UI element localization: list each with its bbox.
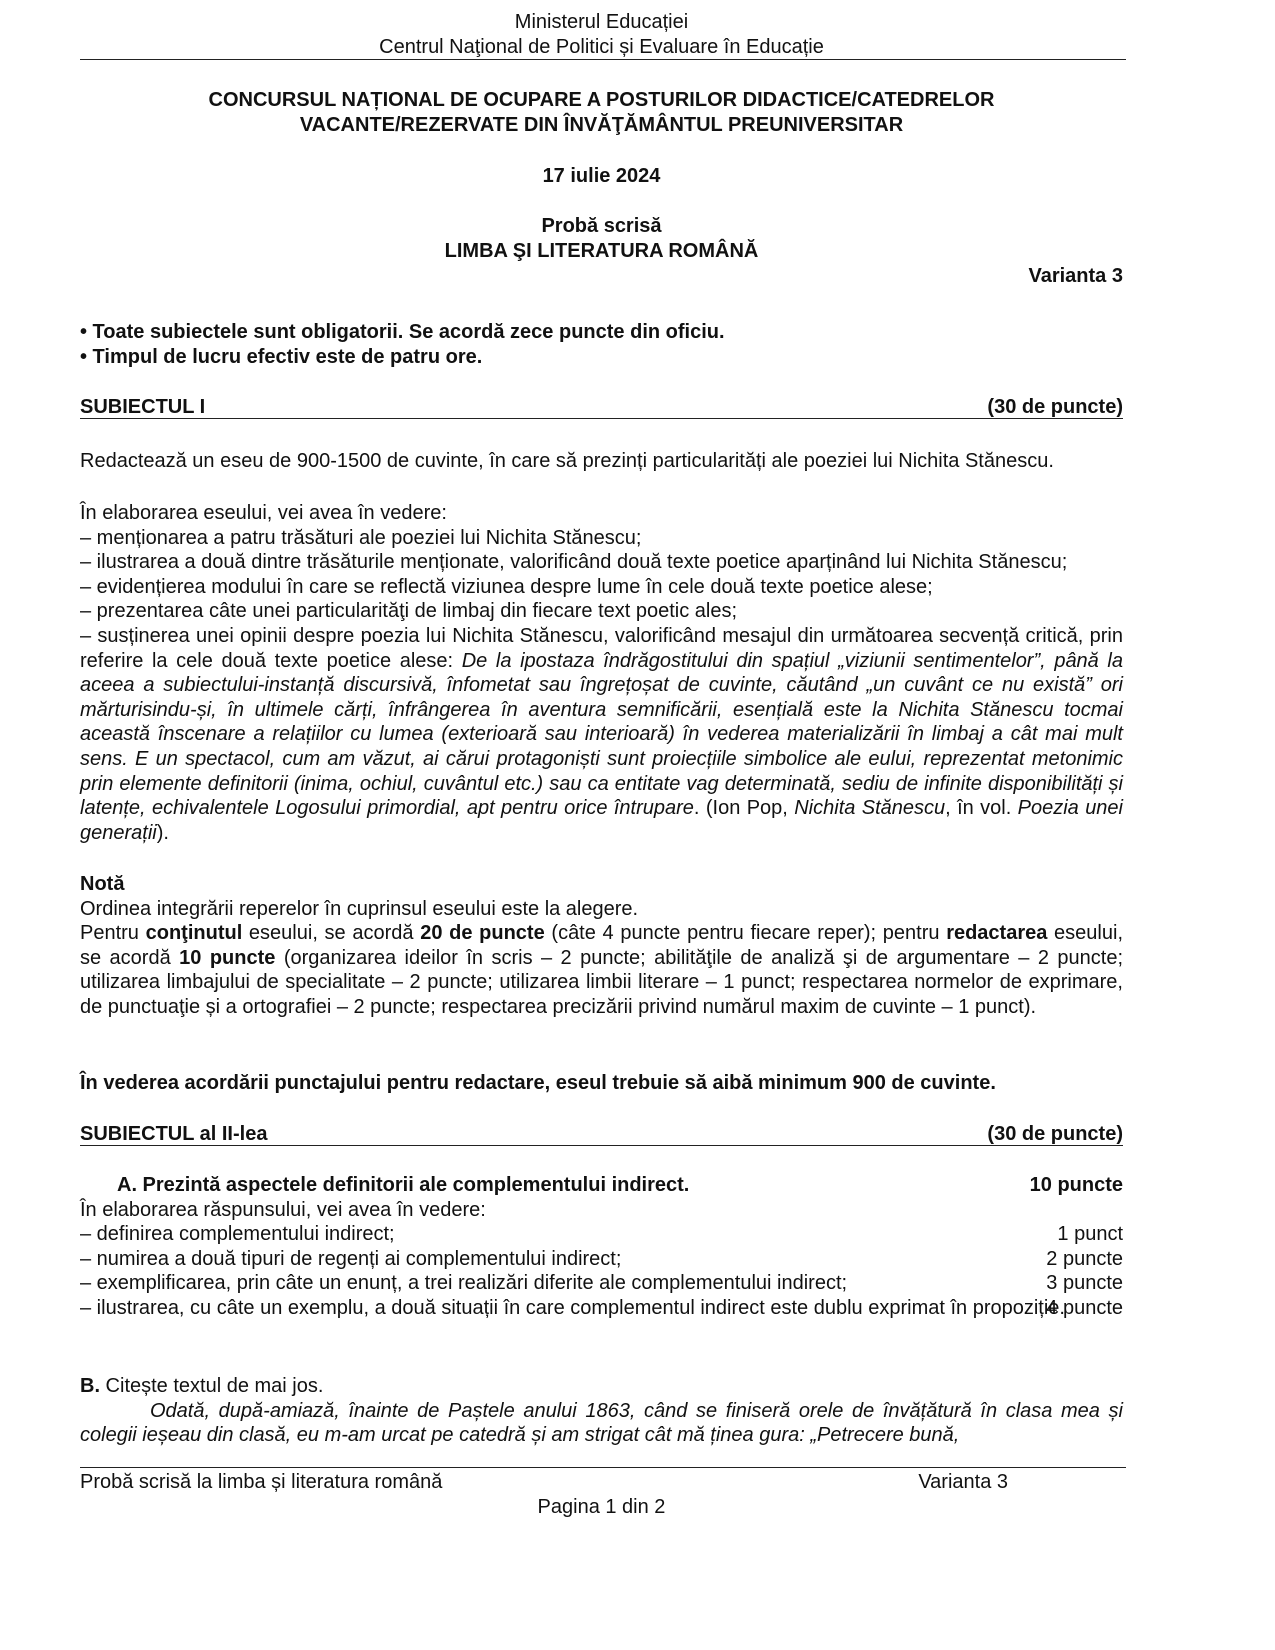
subject-1-header — [80, 396, 1123, 419]
page-number: Pagina 1 din 2 — [537, 1495, 666, 1518]
part-a-intro: În elaborarea răspunsului, vei avea în vedere: — [80, 1198, 486, 1221]
exam-subject: LIMBA ŞI LITERATURA ROMÂNĂ — [444, 239, 759, 262]
text-run: 10 puncte — [179, 946, 276, 969]
text-run: (câte 4 puncte pentru fiecare reper); pentru — [544, 922, 947, 945]
instructions — [80, 320, 1123, 369]
subject-1-requirements — [80, 501, 1123, 845]
exam-date: 17 iulie 2024 — [542, 165, 661, 187]
subject-1-points: (30 de puncte) — [987, 396, 1123, 418]
subject-1-task: Redactează un eseu de 900-1500 de cuvinte, în care să prezinți particularități ale poeziei lui Nichita Stănescu. — [80, 450, 1054, 472]
text-run: – susținerea unei opinii despre poezia lui Nichita Stănescu, valorificând mesajul din următoarea secvență critică, prin referire la cele două texte poetice alese: — [80, 624, 1123, 672]
part-a-item — [80, 1222, 1123, 1247]
requirement-item: – menționarea a patru trăsături ale poeziei lui Nichita Stănescu; — [80, 526, 642, 549]
instruction-2: • Timpul de lucru efectiv este de patru ore. — [80, 345, 483, 368]
text-run: . (Ion Pop, — [693, 797, 795, 820]
text-run: redactarea — [946, 922, 1048, 945]
subject-2-points: (30 de puncte) — [987, 1123, 1123, 1145]
requirement-item: – evidențierea modului în care se reflectă viziunea despre lume în cele două texte poetice alese; — [80, 575, 933, 598]
requirement-item: – ilustrarea a două dintre trăsăturile menționate, valorificând două texte poetice aparținând lui Nichita Stănescu; — [80, 551, 1068, 574]
part-a-item-points: 4 puncte — [1046, 1296, 1123, 1319]
footer-left: Probă scrisă la limba și literatura română — [80, 1471, 443, 1493]
center-name: Centrul Naţional de Politici și Evaluare în Educație — [379, 35, 824, 58]
text-run: ). — [156, 821, 169, 844]
subject-2-part-b — [80, 1374, 1123, 1448]
exam-type-label: Probă scrisă — [541, 215, 662, 237]
instruction-1: • Toate subiectele sunt obligatorii. Se acordă zece puncte din oficiu. — [80, 321, 725, 343]
ministry-name: Ministerul Educației — [514, 11, 689, 33]
note-scoring — [80, 921, 1123, 1019]
requirement-item-critical-quote — [80, 624, 1123, 845]
exam-title — [80, 88, 1123, 137]
exam-type — [80, 214, 1123, 263]
subject-1-heading: SUBIECTUL I — [80, 396, 206, 418]
subject-2-part-a — [80, 1173, 1123, 1321]
requirements-intro: În elaborarea eseului, vei avea în vedere: — [80, 502, 447, 524]
subject-2-heading: SUBIECTUL al II-lea — [80, 1123, 268, 1145]
text-run: Pentru — [80, 922, 146, 945]
part-a-item — [80, 1247, 1123, 1272]
item-text: – definirea complementului indirect; — [80, 1223, 395, 1246]
item-points: 2 puncte — [1046, 1247, 1123, 1270]
part-a-points: 10 puncte — [1029, 1174, 1123, 1196]
note-line: Ordinea integrării reperelor în cuprinsul eseului este la alegere. — [80, 897, 639, 920]
footer-divider — [80, 1467, 1126, 1468]
word-requirement: În vederea acordării punctajului pentru redactare, eseul trebuie să aibă minimum 900 de cuvinte. — [80, 1072, 996, 1094]
text-run: 20 de puncte — [420, 922, 545, 945]
header-divider — [80, 59, 1126, 60]
item-points: 3 puncte — [1046, 1272, 1123, 1295]
text-run: eseului, se acordă — [242, 922, 421, 945]
requirement-item: – prezentarea câte unei particularităţi de limbaj din fiecare text poetic ales; — [80, 600, 738, 623]
text-run: conţinutul — [145, 922, 243, 945]
note-title: Notă — [80, 873, 125, 895]
text-run: , în vol. — [945, 797, 1018, 820]
item-text: – numirea a două tipuri de regenți ai complementului indirect; — [80, 1247, 622, 1270]
text-run: eseului, se acordă — [80, 922, 1123, 969]
part-a-item-text: – ilustrarea, cu câte un exemplu, a două situații în care complementul indirect este dublu exprimat în propoziție. — [80, 1296, 1065, 1319]
note-section — [80, 872, 1123, 1020]
page-footer — [80, 1470, 1123, 1519]
page-header — [80, 10, 1123, 59]
footer-variant: Varianta 3 — [918, 1471, 1008, 1493]
part-b-label: B. — [80, 1375, 100, 1397]
subject-2-header — [80, 1123, 1123, 1146]
title-line-1: CONCURSUL NAȚIONAL DE OCUPARE A POSTURILOR DIDACTICE/CATEDRELOR — [208, 89, 995, 111]
part-b-instruction: Citește textul de mai jos. — [100, 1375, 324, 1397]
text-run: Nichita Stănescu — [794, 797, 946, 820]
text-run: Poezia unei generații — [80, 797, 1124, 844]
text-run: (organizarea ideilor în scris – 2 puncte; abilităţile de analiză şi de argumentare – 2 puncte; utilizarea limbajului de specialitate – 2 puncte; utilizarea limbii literare – 1 punct; respectarea normelor de exprimare, de punctuaţie și a ortografiei – 2 puncte; respectarea precizării privind numărul maxim de cuvinte – 1 punct). — [80, 946, 1124, 1018]
part-b-excerpt: Odată, după-amiază, înainte de Paștele anului 1863, când se finiseră orele de învățătură în clasa mea și colegii ieșeau din clasă, eu m-am urcat pe catedră și am strigat cât mă ținea gura: „Petrecere bună, — [80, 1399, 1123, 1447]
item-text: – exemplificarea, prin câte un enunț, a trei realizări diferite ale complementului indirect; — [80, 1272, 848, 1295]
part-a-title: A. Prezintă aspectele definitorii ale complementului indirect. — [117, 1174, 690, 1196]
item-points: 1 punct — [1057, 1223, 1123, 1246]
part-a-item — [80, 1271, 1123, 1296]
title-line-2: VACANTE/REZERVATE DIN ÎNVĂŢĂMÂNTUL PREUNIVERSITAR — [299, 113, 904, 136]
text-run: De la ipostaza îndrăgostitului din spațiul „viziunii sentimentelor”, până la aceea a subiectului-instanță discursivă, înfometat sau îngrețoșat de cuvinte, căutând „un cuvânt ce nu există” ori mărturisindu-și, în ultimele cărți, înfrângerea în aventura semnificării, esențială este la Nichita Stănescu tocmai această înscenare a relațiilor cu lumea (exterioară sau interioară) în vederea materializării în limbaj a cât mai mult sens. E un spectacol, cum am văzut, ai cărui protagoniști sunt proiecțiile simbolice ale eului, reprezentat metonimic prin elemente definitorii (inima, ochiul, cuvântul etc.) sau ca entitate vag determinată, sediu de infinite disponibilități și latențe, echivalentele Logosului primordial, apt pentru orice întrupare — [80, 649, 1123, 820]
variant-label: Varianta 3 — [1028, 265, 1123, 287]
